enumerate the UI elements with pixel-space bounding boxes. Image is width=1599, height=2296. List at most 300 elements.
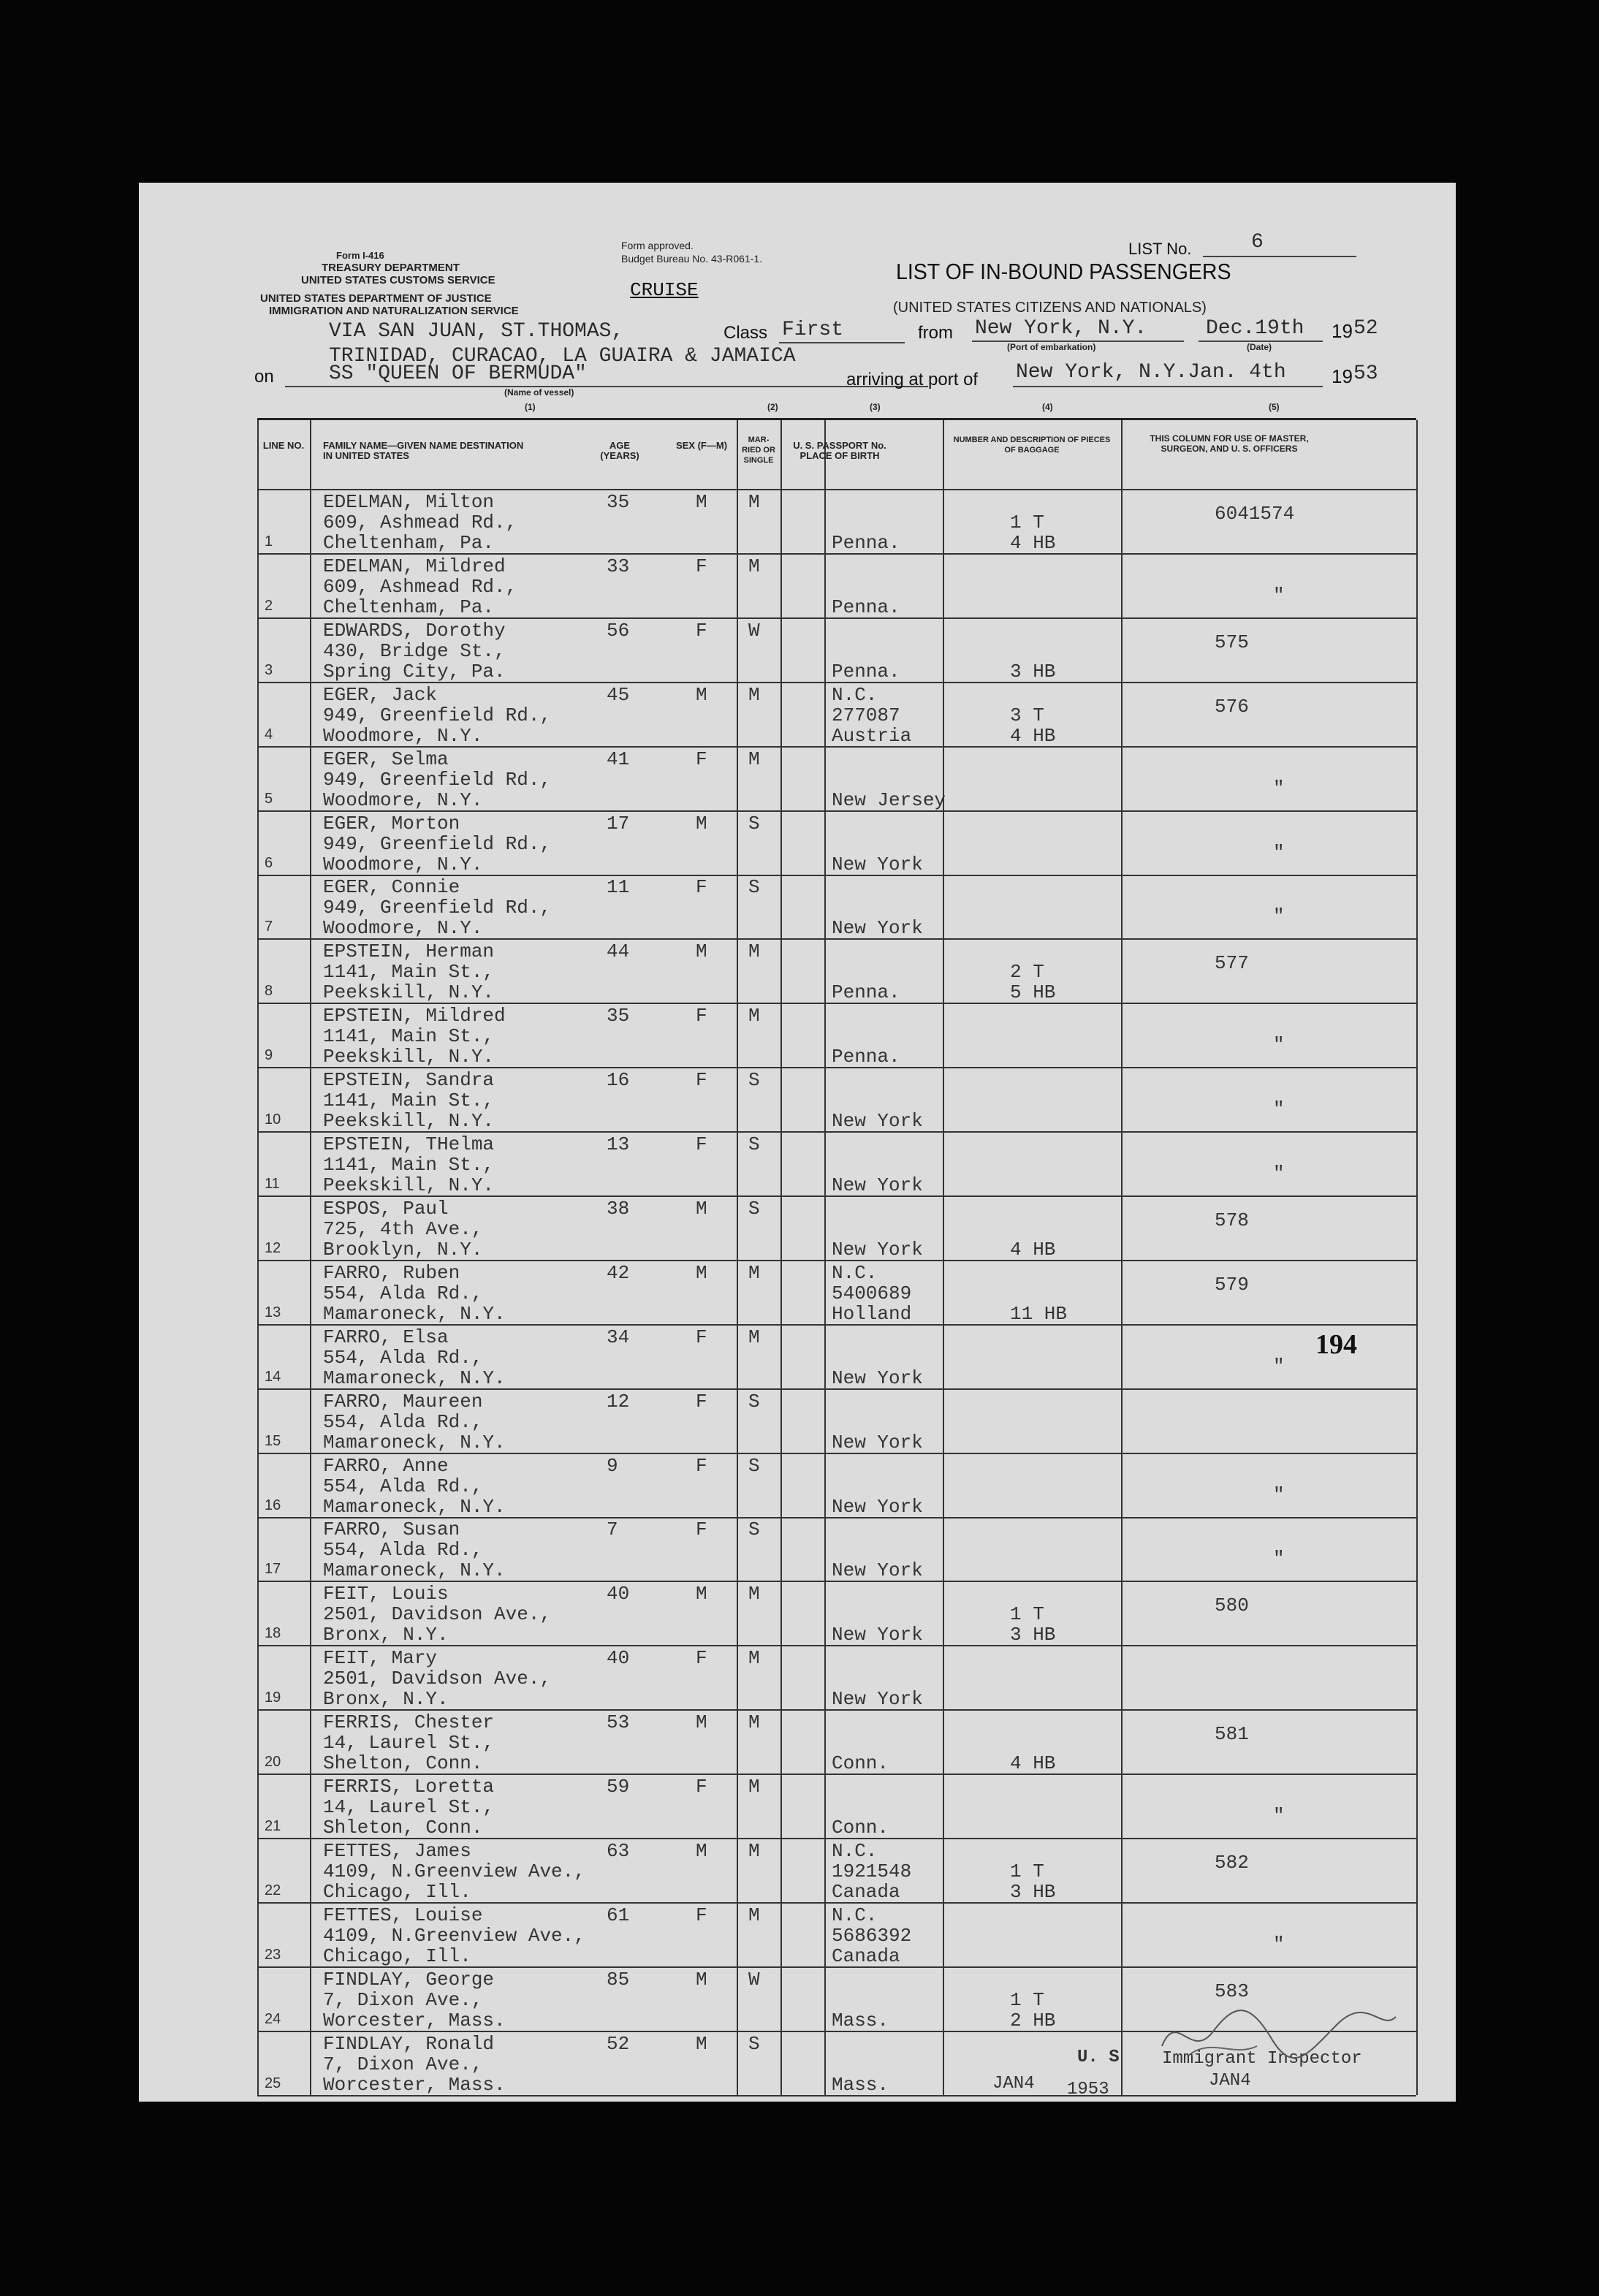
passport-type: N.C. bbox=[832, 1261, 878, 1284]
baggage-hand: 2 HB bbox=[1010, 2009, 1056, 2031]
table-row bbox=[257, 1516, 1416, 1582]
place-of-birth: Penna. bbox=[832, 532, 900, 554]
passenger-address: 949, Greenfield Rd., bbox=[323, 897, 552, 919]
passenger-marital-status: M bbox=[748, 1005, 760, 1027]
passenger-name: EPSTEIN, THelma bbox=[323, 1133, 495, 1155]
passenger-name: FEIT, Mary bbox=[323, 1647, 438, 1670]
passenger-sex: F bbox=[696, 1390, 707, 1413]
vessel-caption: (Name of vessel) bbox=[504, 387, 574, 398]
baggage-hand: 4 HB bbox=[1010, 1238, 1056, 1261]
date-stamp: JAN4 bbox=[992, 2074, 1035, 2094]
officer-notes: " bbox=[1273, 1548, 1285, 1570]
passenger-marital-status: M bbox=[748, 1776, 760, 1798]
passenger-marital-status: S bbox=[748, 1454, 760, 1477]
passenger-address: 949, Greenfield Rd., bbox=[323, 832, 552, 855]
passenger-sex: F bbox=[696, 1005, 707, 1027]
table-row bbox=[257, 1709, 1416, 1775]
passenger-name: EGER, Jack bbox=[323, 683, 438, 706]
passenger-sex: F bbox=[696, 1647, 707, 1670]
baggage-trunks: 1 T bbox=[1010, 1988, 1044, 2011]
passenger-address: 14, Laurel St., bbox=[323, 1796, 495, 1818]
row-line-number: 7 bbox=[265, 919, 273, 935]
officer-notes: " bbox=[1273, 1355, 1285, 1377]
officer-notes: 578 bbox=[1215, 1209, 1249, 1231]
passenger-name: FETTES, Louise bbox=[323, 1904, 483, 1926]
col-divider bbox=[1416, 420, 1418, 2095]
manifest-subtitle: (UNITED STATES CITIZENS AND NATIONALS) bbox=[893, 300, 1207, 316]
officer-notes: 575 bbox=[1215, 631, 1249, 653]
passenger-marital-status: M bbox=[748, 940, 760, 963]
passenger-sex: F bbox=[696, 1518, 707, 1541]
row-line-number: 24 bbox=[265, 2010, 281, 2027]
passenger-sex: M bbox=[696, 1261, 707, 1284]
date-caption: (Date) bbox=[1247, 342, 1272, 352]
passenger-address: 1141, Main St., bbox=[323, 1090, 495, 1112]
passport-type: N.C. bbox=[832, 1904, 878, 1926]
row-line-number: 12 bbox=[265, 1239, 281, 1256]
list-no-line bbox=[1203, 256, 1356, 257]
passenger-sex: M bbox=[696, 2032, 707, 2055]
passport-type: N.C. bbox=[832, 683, 878, 706]
row-line-number: 5 bbox=[265, 790, 273, 807]
header-name: FAMILY NAME—GIVEN NAME DESTINATION IN UNITED STATES bbox=[323, 440, 524, 461]
passenger-marital-status: S bbox=[748, 1133, 760, 1155]
year2-prefix: 19 bbox=[1332, 365, 1353, 387]
passenger-age: 38 bbox=[607, 1197, 630, 1220]
place-of-birth: New Jersey bbox=[832, 788, 946, 811]
passenger-name: EPSTEIN, Herman bbox=[323, 940, 495, 963]
col-number-5: (5) bbox=[1269, 402, 1280, 412]
passenger-sex: F bbox=[696, 1133, 707, 1155]
col-number-4: (4) bbox=[1042, 402, 1053, 412]
arriving-value: New York, N.Y.Jan. 4th bbox=[1016, 361, 1286, 384]
passenger-marital-status: S bbox=[748, 1197, 760, 1220]
table-row bbox=[257, 1388, 1416, 1454]
passenger-address: 14, Laurel St., bbox=[323, 1732, 495, 1755]
passenger-marital-status: S bbox=[748, 812, 760, 835]
passenger-marital-status: S bbox=[748, 1069, 760, 1092]
passenger-sex: F bbox=[696, 1326, 707, 1348]
officer-notes: " bbox=[1273, 1483, 1285, 1506]
page-number-stamp: 194 bbox=[1315, 1329, 1357, 1360]
officer-notes: " bbox=[1273, 1034, 1285, 1057]
passenger-city: Cheltenham, Pa. bbox=[323, 532, 495, 554]
passenger-address: 554, Alda Rd., bbox=[323, 1475, 483, 1497]
via-line-2: TRINIDAD, CURACAO, LA GUAIRA & JAMAICA bbox=[329, 345, 796, 368]
officer-notes: " bbox=[1273, 841, 1285, 864]
place-of-birth: Austria bbox=[832, 724, 912, 747]
passenger-marital-status: M bbox=[748, 1647, 760, 1670]
passenger-address: 4109, N.Greenview Ave., bbox=[323, 1924, 585, 1947]
place-of-birth: New York bbox=[832, 853, 923, 875]
passenger-marital-status: W bbox=[748, 1968, 760, 1991]
row-line-number: 8 bbox=[265, 983, 273, 1000]
place-of-birth: New York bbox=[832, 1688, 923, 1711]
class-value: First bbox=[782, 319, 844, 341]
table-row bbox=[257, 874, 1416, 940]
place-of-birth: Mass. bbox=[832, 2073, 889, 2096]
passenger-city: Bronx, N.Y. bbox=[323, 1624, 449, 1646]
from-label: from bbox=[918, 323, 953, 343]
baggage-hand: 4 HB bbox=[1010, 724, 1056, 747]
passenger-city: Worcester, Mass. bbox=[323, 2009, 506, 2031]
table-row bbox=[257, 1131, 1416, 1197]
table-row bbox=[257, 938, 1416, 1004]
officer-notes: " bbox=[1273, 1163, 1285, 1185]
date-stamp-year: 1953 bbox=[1067, 2080, 1109, 2099]
passenger-name: FERRIS, Chester bbox=[323, 1711, 495, 1734]
form-approved: Form approved. bbox=[621, 240, 694, 251]
passenger-marital-status: M bbox=[748, 491, 760, 513]
class-label: Class bbox=[723, 323, 768, 343]
officer-notes: 581 bbox=[1215, 1723, 1249, 1746]
row-line-number: 17 bbox=[265, 1561, 281, 1578]
passenger-city: Mamaroneck, N.Y. bbox=[323, 1366, 506, 1389]
passenger-age: 59 bbox=[607, 1776, 630, 1798]
passenger-marital-status: S bbox=[748, 1518, 760, 1541]
passenger-name: EPSTEIN, Mildred bbox=[323, 1005, 506, 1027]
col-number-3: (3) bbox=[870, 402, 881, 412]
passenger-address: 725, 4th Ave., bbox=[323, 1217, 483, 1240]
passenger-age: 52 bbox=[607, 2032, 630, 2055]
baggage-trunks: 1 T bbox=[1010, 1860, 1044, 1882]
place-of-birth: Conn. bbox=[832, 1817, 889, 1839]
baggage-hand: 3 HB bbox=[1010, 660, 1056, 683]
passenger-age: 33 bbox=[607, 555, 630, 577]
place-of-birth: New York bbox=[832, 1238, 923, 1261]
baggage-trunks: 2 T bbox=[1010, 961, 1044, 984]
place-of-birth: Conn. bbox=[832, 1752, 889, 1775]
passport-number: 1921548 bbox=[832, 1860, 912, 1882]
row-line-number: 20 bbox=[265, 1754, 281, 1771]
passenger-sex: M bbox=[696, 1711, 707, 1734]
passenger-marital-status: W bbox=[748, 619, 760, 642]
officer-notes: 583 bbox=[1215, 1980, 1249, 2002]
baggage-hand: 3 HB bbox=[1010, 1880, 1056, 1903]
list-number: 6 bbox=[1251, 231, 1264, 254]
passenger-city: Shleton, Conn. bbox=[323, 1817, 483, 1839]
passenger-age: 11 bbox=[607, 876, 630, 899]
table-row bbox=[257, 810, 1416, 876]
table-header bbox=[257, 420, 1416, 490]
passenger-marital-status: M bbox=[748, 1904, 760, 1926]
table-row bbox=[257, 682, 1416, 748]
passenger-marital-status: M bbox=[748, 748, 760, 770]
header-married: MAR-RIED OR SINGLE bbox=[742, 436, 775, 465]
row-line-number: 16 bbox=[265, 1497, 281, 1513]
passenger-city: Peekskill, N.Y. bbox=[323, 1046, 495, 1068]
passenger-age: 40 bbox=[607, 1647, 630, 1670]
row-line-number: 14 bbox=[265, 1368, 281, 1385]
passenger-sex: M bbox=[696, 1839, 707, 1862]
passenger-city: Shelton, Conn. bbox=[323, 1752, 483, 1775]
inspector-date-stamp: JAN4 bbox=[1209, 2071, 1251, 2091]
place-of-birth: Penna. bbox=[832, 660, 900, 683]
place-of-birth: New York bbox=[832, 1495, 923, 1518]
passenger-address: 554, Alda Rd., bbox=[323, 1346, 483, 1369]
table-row bbox=[257, 1838, 1416, 1904]
passenger-name: EDELMAN, Mildred bbox=[323, 555, 506, 577]
passenger-name: FARRO, Maureen bbox=[323, 1390, 483, 1413]
passenger-sex: M bbox=[696, 1197, 707, 1220]
row-line-number: 4 bbox=[265, 726, 273, 742]
header-sex: SEX (F—M) bbox=[675, 440, 728, 451]
passenger-address: 554, Alda Rd., bbox=[323, 1410, 483, 1433]
passenger-address: 2501, Davidson Ave., bbox=[323, 1603, 552, 1626]
passport-number: 277087 bbox=[832, 704, 900, 726]
place-of-birth: Canada bbox=[832, 1880, 900, 1903]
passenger-name: EPSTEIN, Sandra bbox=[323, 1069, 495, 1092]
passenger-name: EGER, Morton bbox=[323, 812, 460, 835]
table-row bbox=[257, 1902, 1416, 1968]
passenger-address: 4109, N.Greenview Ave., bbox=[323, 1860, 585, 1882]
from-value: New York, N.Y. bbox=[975, 317, 1147, 340]
header-line-no: LINE NO. bbox=[262, 440, 305, 451]
place-of-birth: New York bbox=[832, 1110, 923, 1133]
form-number: Form I-416 bbox=[336, 250, 384, 261]
table-row bbox=[257, 1453, 1416, 1518]
header-age: AGE (YEARS) bbox=[600, 440, 639, 461]
passenger-name: FINDLAY, Ronald bbox=[323, 2032, 495, 2055]
passenger-age: 53 bbox=[607, 1711, 630, 1734]
passenger-name: EDWARDS, Dorothy bbox=[323, 619, 506, 642]
col-number-1: (1) bbox=[525, 402, 536, 412]
passenger-sex: F bbox=[696, 1069, 707, 1092]
passenger-marital-status: M bbox=[748, 683, 760, 706]
passenger-age: 85 bbox=[607, 1968, 630, 1991]
passenger-city: Woodmore, N.Y. bbox=[323, 724, 483, 747]
passenger-age: 40 bbox=[607, 1583, 630, 1605]
port-embarkation-caption: (Port of embarkation) bbox=[1007, 342, 1096, 352]
passenger-name: FINDLAY, George bbox=[323, 1968, 495, 1991]
passenger-address: 949, Greenfield Rd., bbox=[323, 704, 552, 726]
passenger-address: 2501, Davidson Ave., bbox=[323, 1668, 552, 1690]
passenger-city: Spring City, Pa. bbox=[323, 660, 506, 683]
passenger-name: ESPOS, Paul bbox=[323, 1197, 449, 1220]
passenger-city: Mamaroneck, N.Y. bbox=[323, 1431, 506, 1453]
passenger-city: Mamaroneck, N.Y. bbox=[323, 1302, 506, 1325]
col-number-2: (2) bbox=[767, 402, 778, 412]
officer-notes: " bbox=[1273, 1098, 1285, 1121]
passenger-address: 554, Alda Rd., bbox=[323, 1282, 483, 1304]
passenger-marital-status: M bbox=[748, 1839, 760, 1862]
ins-service: IMMIGRATION AND NATURALIZATION SERVICE bbox=[269, 305, 519, 317]
header-officers: THIS COLUMN FOR USE OF MASTER, SURGEON, AND U. S. OFFICERS bbox=[1150, 433, 1309, 454]
table-row bbox=[257, 489, 1416, 555]
row-line-number: 2 bbox=[265, 597, 273, 614]
passenger-age: 63 bbox=[607, 1839, 630, 1862]
baggage-hand: 5 HB bbox=[1010, 981, 1056, 1004]
passenger-sex: F bbox=[696, 748, 707, 770]
row-line-number: 3 bbox=[265, 661, 273, 678]
passenger-marital-status: S bbox=[748, 876, 760, 899]
inspector-signature bbox=[1147, 1988, 1410, 2068]
row-line-number: 6 bbox=[265, 854, 273, 871]
passenger-city: Chicago, Ill. bbox=[323, 1880, 471, 1903]
table-row bbox=[257, 1645, 1416, 1711]
passenger-sex: F bbox=[696, 1776, 707, 1798]
passenger-sex: F bbox=[696, 619, 707, 642]
manifest-page bbox=[139, 183, 1456, 2102]
place-of-birth: New York bbox=[832, 1431, 923, 1453]
year1-value: 52 bbox=[1353, 317, 1378, 340]
passenger-city: Woodmore, N.Y. bbox=[323, 788, 483, 811]
passenger-name: EGER, Connie bbox=[323, 876, 460, 899]
passenger-address: 1141, Main St., bbox=[323, 961, 495, 984]
table-row bbox=[257, 1581, 1416, 1646]
passenger-marital-status: S bbox=[748, 2032, 760, 2055]
passport-number: 5686392 bbox=[832, 1924, 912, 1947]
place-of-birth: New York bbox=[832, 1624, 923, 1646]
officer-notes: " bbox=[1273, 584, 1285, 607]
passenger-age: 12 bbox=[607, 1390, 630, 1413]
on-label: on bbox=[254, 367, 274, 387]
passenger-sex: M bbox=[696, 683, 707, 706]
inspector-stamp: Immigrant Inspector bbox=[1162, 2049, 1362, 2069]
vessel-name: SS "QUEEN OF BERMUDA" bbox=[329, 362, 587, 385]
row-line-number: 19 bbox=[265, 1689, 281, 1706]
officer-notes: " bbox=[1273, 777, 1285, 799]
officer-notes: " bbox=[1273, 1933, 1285, 1955]
cruise-label: CRUISE bbox=[630, 279, 699, 301]
passenger-city: Mamaroneck, N.Y. bbox=[323, 1559, 506, 1582]
baggage-hand: 11 HB bbox=[1010, 1302, 1068, 1325]
class-line bbox=[779, 342, 905, 343]
passenger-city: Brooklyn, N.Y. bbox=[323, 1238, 483, 1261]
passenger-city: Worcester, Mass. bbox=[323, 2073, 506, 2096]
passenger-name: EDELMAN, Milton bbox=[323, 491, 495, 513]
baggage-trunks: 1 T bbox=[1010, 512, 1044, 533]
passenger-address: 609, Ashmead Rd., bbox=[323, 512, 517, 533]
place-of-birth: Penna. bbox=[832, 1046, 900, 1068]
passenger-name: FARRO, Elsa bbox=[323, 1326, 449, 1348]
arriving-label: arriving at port of bbox=[846, 370, 979, 389]
passenger-city: Cheltenham, Pa. bbox=[323, 596, 495, 618]
row-line-number: 10 bbox=[265, 1111, 281, 1128]
baggage-hand: 4 HB bbox=[1010, 1752, 1056, 1775]
baggage-trunks: 1 T bbox=[1010, 1603, 1044, 1626]
arriving-line bbox=[1013, 386, 1323, 387]
passenger-marital-status: M bbox=[748, 555, 760, 577]
place-of-birth: Mass. bbox=[832, 2009, 889, 2031]
passenger-marital-status: M bbox=[748, 1711, 760, 1734]
officer-notes: 576 bbox=[1215, 695, 1249, 718]
passenger-age: 56 bbox=[607, 619, 630, 642]
row-line-number: 1 bbox=[265, 533, 273, 550]
passenger-city: Peekskill, N.Y. bbox=[323, 1110, 495, 1133]
passenger-address: 7, Dixon Ave., bbox=[323, 1988, 483, 2011]
passenger-name: FARRO, Anne bbox=[323, 1454, 449, 1477]
passenger-name: FERRIS, Loretta bbox=[323, 1776, 495, 1798]
passenger-sex: F bbox=[696, 1454, 707, 1477]
place-of-birth: Penna. bbox=[832, 596, 900, 618]
table-row bbox=[257, 553, 1416, 619]
place-of-birth: New York bbox=[832, 917, 923, 940]
justice-dept: UNITED STATES DEPARTMENT OF JUSTICE bbox=[260, 292, 492, 305]
passenger-address: 1141, Main St., bbox=[323, 1025, 495, 1048]
row-line-number: 23 bbox=[265, 1946, 281, 1963]
passenger-city: Woodmore, N.Y. bbox=[323, 853, 483, 875]
passenger-age: 16 bbox=[607, 1069, 630, 1092]
passenger-age: 45 bbox=[607, 683, 630, 706]
manifest-title: LIST OF IN-BOUND PASSENGERS bbox=[896, 259, 1231, 284]
passenger-name: FARRO, Susan bbox=[323, 1518, 460, 1541]
passenger-city: Peekskill, N.Y. bbox=[323, 1174, 495, 1196]
customs-service: UNITED STATES CUSTOMS SERVICE bbox=[301, 274, 495, 286]
via-line-1: VIA SAN JUAN, ST.THOMAS, bbox=[329, 320, 624, 343]
place-of-birth: New York bbox=[832, 1366, 923, 1389]
passenger-age: 61 bbox=[607, 1904, 630, 1926]
budget-bureau: Budget Bureau No. 43-R061-1. bbox=[621, 253, 763, 265]
baggage-hand: 4 HB bbox=[1010, 532, 1056, 554]
officer-notes: 579 bbox=[1215, 1273, 1249, 1296]
passenger-sex: M bbox=[696, 491, 707, 513]
officer-notes: " bbox=[1273, 1805, 1285, 1827]
table-row bbox=[257, 1324, 1416, 1390]
passenger-age: 13 bbox=[607, 1133, 630, 1155]
passenger-marital-status: M bbox=[748, 1261, 760, 1284]
place-of-birth: Canada bbox=[832, 1945, 900, 1967]
table-row bbox=[257, 1067, 1416, 1133]
passenger-age: 9 bbox=[607, 1454, 618, 1477]
table-row bbox=[257, 1195, 1416, 1261]
vessel-line bbox=[285, 386, 928, 387]
passenger-city: Woodmore, N.Y. bbox=[323, 917, 483, 940]
officer-notes: 577 bbox=[1215, 952, 1249, 975]
table-row bbox=[257, 1260, 1416, 1326]
passenger-sex: M bbox=[696, 812, 707, 835]
passenger-table bbox=[257, 418, 1416, 2095]
passenger-address: 609, Ashmead Rd., bbox=[323, 575, 517, 598]
passenger-city: Chicago, Ill. bbox=[323, 1945, 471, 1967]
row-line-number: 15 bbox=[265, 1432, 281, 1449]
passenger-name: FETTES, James bbox=[323, 1839, 471, 1862]
passenger-address: 554, Alda Rd., bbox=[323, 1539, 483, 1562]
row-line-number: 13 bbox=[265, 1304, 281, 1320]
place-of-birth: New York bbox=[832, 1559, 923, 1582]
passenger-address: 430, Bridge St., bbox=[323, 639, 506, 662]
passenger-city: Mamaroneck, N.Y. bbox=[323, 1495, 506, 1518]
officer-notes: 582 bbox=[1215, 1851, 1249, 1874]
passenger-marital-status: M bbox=[748, 1583, 760, 1605]
list-label: LIST No. bbox=[1128, 240, 1192, 258]
passenger-marital-status: M bbox=[748, 1326, 760, 1348]
place-of-birth: Holland bbox=[832, 1302, 912, 1325]
baggage-hand: 3 HB bbox=[1010, 1624, 1056, 1646]
passenger-age: 7 bbox=[607, 1518, 618, 1541]
row-line-number: 11 bbox=[265, 1176, 280, 1192]
table-row bbox=[257, 746, 1416, 812]
row-line-number: 9 bbox=[265, 1047, 273, 1064]
passenger-age: 41 bbox=[607, 748, 630, 770]
table-row bbox=[257, 1003, 1416, 1068]
passenger-age: 17 bbox=[607, 812, 630, 835]
passenger-age: 35 bbox=[607, 491, 630, 513]
passenger-sex: M bbox=[696, 940, 707, 963]
passenger-age: 44 bbox=[607, 940, 630, 963]
passenger-city: Bronx, N.Y. bbox=[323, 1688, 449, 1711]
departure-date: Dec.19th bbox=[1206, 317, 1304, 340]
passenger-age: 35 bbox=[607, 1005, 630, 1027]
passenger-sex: F bbox=[696, 555, 707, 577]
treasury-dept: TREASURY DEPARTMENT bbox=[322, 262, 460, 274]
passenger-sex: F bbox=[696, 876, 707, 899]
row-line-number: 22 bbox=[265, 1882, 281, 1898]
header-baggage: NUMBER AND DESCRIPTION OF PIECES OF BAGGAGE bbox=[953, 436, 1111, 455]
passport-number: 5400689 bbox=[832, 1282, 912, 1304]
passenger-age: 42 bbox=[607, 1261, 630, 1284]
us-stamp: U. S bbox=[1077, 2048, 1120, 2067]
